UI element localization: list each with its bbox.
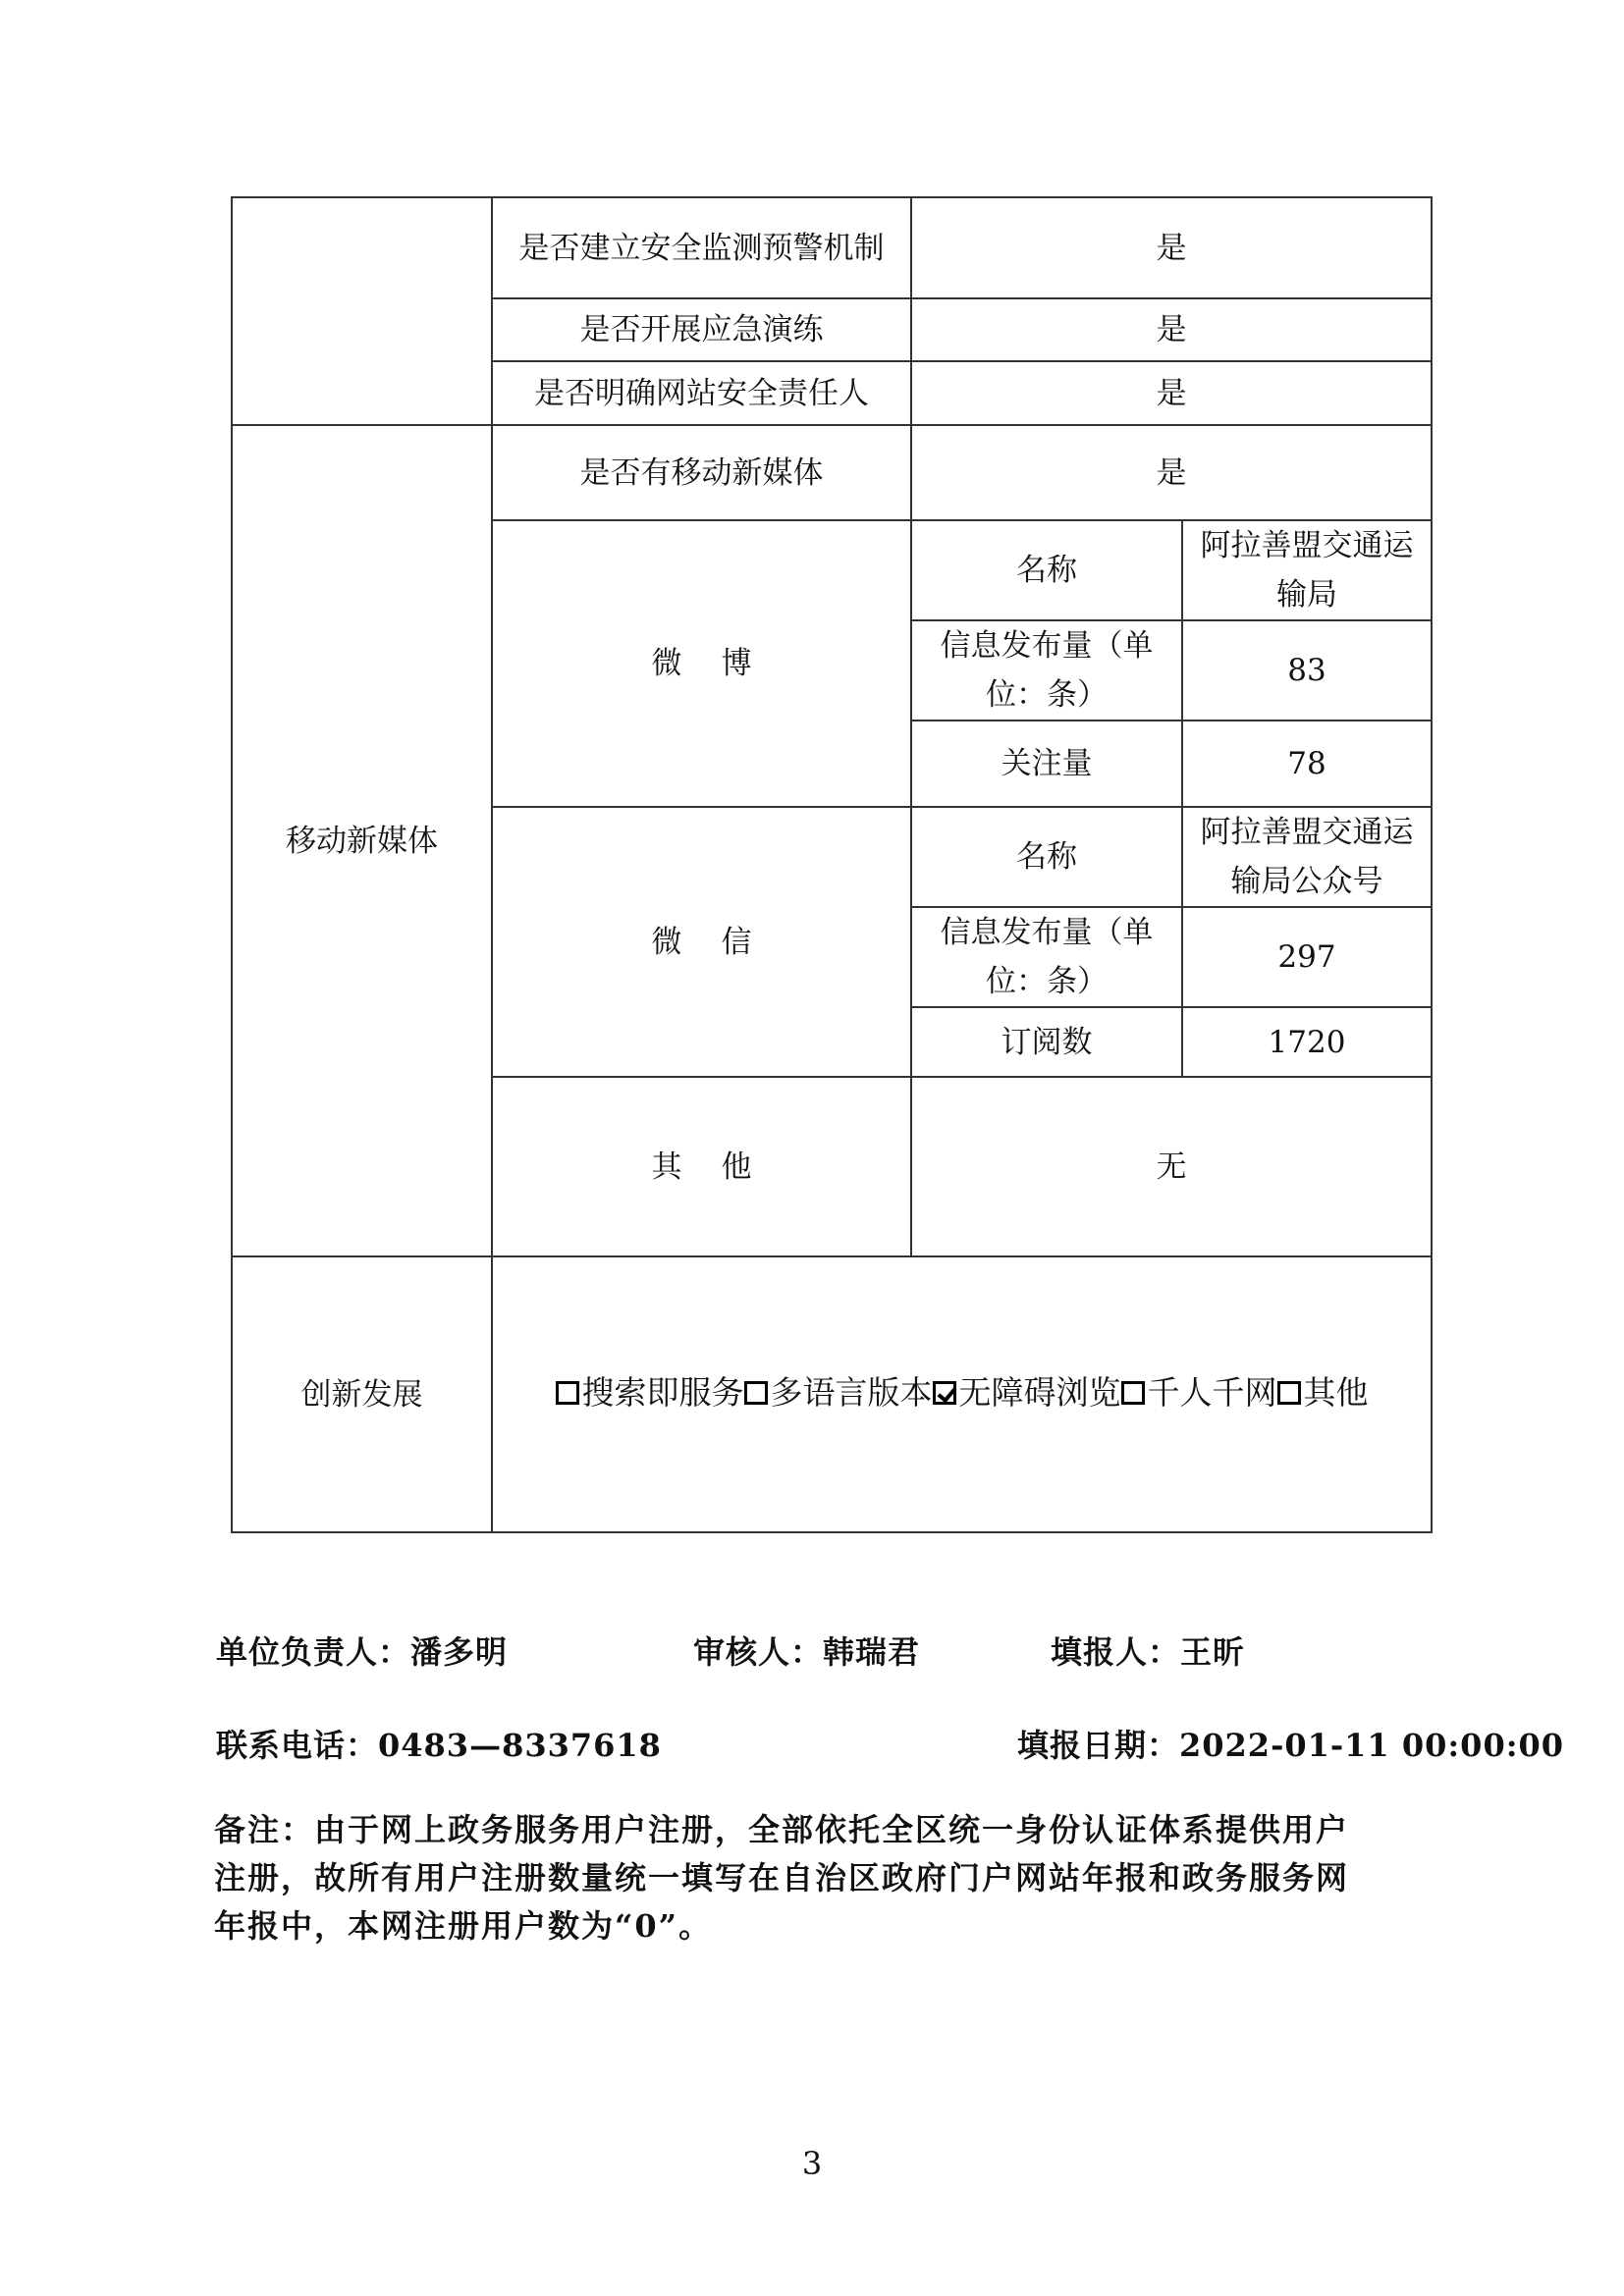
wechat-posts-value: 297 xyxy=(1182,907,1432,1007)
security-warning-value: 是 xyxy=(911,197,1432,298)
innovation-section-label: 创新发展 xyxy=(232,1256,492,1532)
checkbox-icon[interactable] xyxy=(1277,1381,1301,1405)
unit-head: 单位负责人：潘多明 xyxy=(216,1633,509,1671)
option-other[interactable] xyxy=(1277,1368,1369,1417)
contact-phone: 联系电话：0483—8337618 xyxy=(216,1727,662,1764)
reviewer: 审核人：韩瑞君 xyxy=(693,1633,921,1671)
option-personalized[interactable] xyxy=(1121,1368,1277,1417)
option-accessibility[interactable] xyxy=(933,1368,1121,1417)
weibo-followers-value: 78 xyxy=(1182,721,1432,807)
security-responsible-label: 是否明确网站安全责任人 xyxy=(492,361,911,425)
option-search-as-service[interactable] xyxy=(556,1368,744,1417)
mobile-has-label: 是否有移动新媒体 xyxy=(492,425,911,520)
security-warning-row xyxy=(232,197,1432,298)
weibo-name-value: 阿拉善盟交通运输局 xyxy=(1182,520,1432,620)
weibo-followers-label: 关注量 xyxy=(911,721,1182,807)
option-label: 其他 xyxy=(1303,1372,1369,1412)
checkbox-icon[interactable] xyxy=(1121,1381,1145,1405)
mobile-has-value: 是 xyxy=(911,425,1432,520)
checkbox-icon[interactable] xyxy=(744,1381,768,1405)
option-label: 无障碍浏览 xyxy=(958,1372,1121,1412)
page-number: 3 xyxy=(801,2145,823,2182)
remark-note: 备注：由于网上政务服务用户注册，全部依托全区统一身份认证体系提供用户注册，故所有用户注册数量统一填写在自治区政府门户网站年报和政务服务网年报中，本网注册用户数为“0”。 xyxy=(214,1811,1350,1945)
wechat-posts-label: 信息发布量（单位：条） xyxy=(911,907,1182,1007)
security-warning-label: 是否建立安全监测预警机制 xyxy=(492,197,911,298)
wechat-name-value: 阿拉善盟交通运输局公众号 xyxy=(1182,807,1432,907)
checkbox-checked-icon[interactable] xyxy=(933,1381,956,1405)
wechat-label: 微信 xyxy=(492,807,911,1077)
option-multilingual[interactable] xyxy=(744,1368,933,1417)
innovation-row xyxy=(232,1256,1432,1532)
security-responsible-value: 是 xyxy=(911,361,1432,425)
filler: 填报人：王昕 xyxy=(1051,1633,1246,1671)
wechat-subscribers-value: 1720 xyxy=(1182,1007,1432,1077)
innovation-options xyxy=(556,1368,1369,1417)
other-label: 其他 xyxy=(492,1077,911,1256)
security-drill-value: 是 xyxy=(911,298,1432,361)
innovation-options-cell xyxy=(492,1256,1432,1532)
wechat-subscribers-label: 订阅数 xyxy=(911,1007,1182,1077)
other-value: 无 xyxy=(911,1077,1432,1256)
wechat-name-label: 名称 xyxy=(911,807,1182,907)
weibo-name-label: 名称 xyxy=(911,520,1182,620)
report-table xyxy=(231,196,1433,1533)
weibo-posts-label: 信息发布量（单位：条） xyxy=(911,620,1182,721)
option-label: 搜索即服务 xyxy=(581,1372,744,1412)
option-label: 多语言版本 xyxy=(770,1372,933,1412)
weibo-posts-value: 83 xyxy=(1182,620,1432,721)
weibo-label: 微博 xyxy=(492,520,911,807)
security-drill-label: 是否开展应急演练 xyxy=(492,298,911,361)
option-label: 千人千网 xyxy=(1147,1372,1277,1412)
security-section-cell xyxy=(232,197,492,425)
fill-date: 填报日期：2022-01-11 00:00:00 xyxy=(1017,1727,1565,1764)
checkbox-icon[interactable] xyxy=(556,1381,579,1405)
mobile-section-label: 移动新媒体 xyxy=(232,425,492,1256)
mobile-has-row xyxy=(232,425,1432,520)
